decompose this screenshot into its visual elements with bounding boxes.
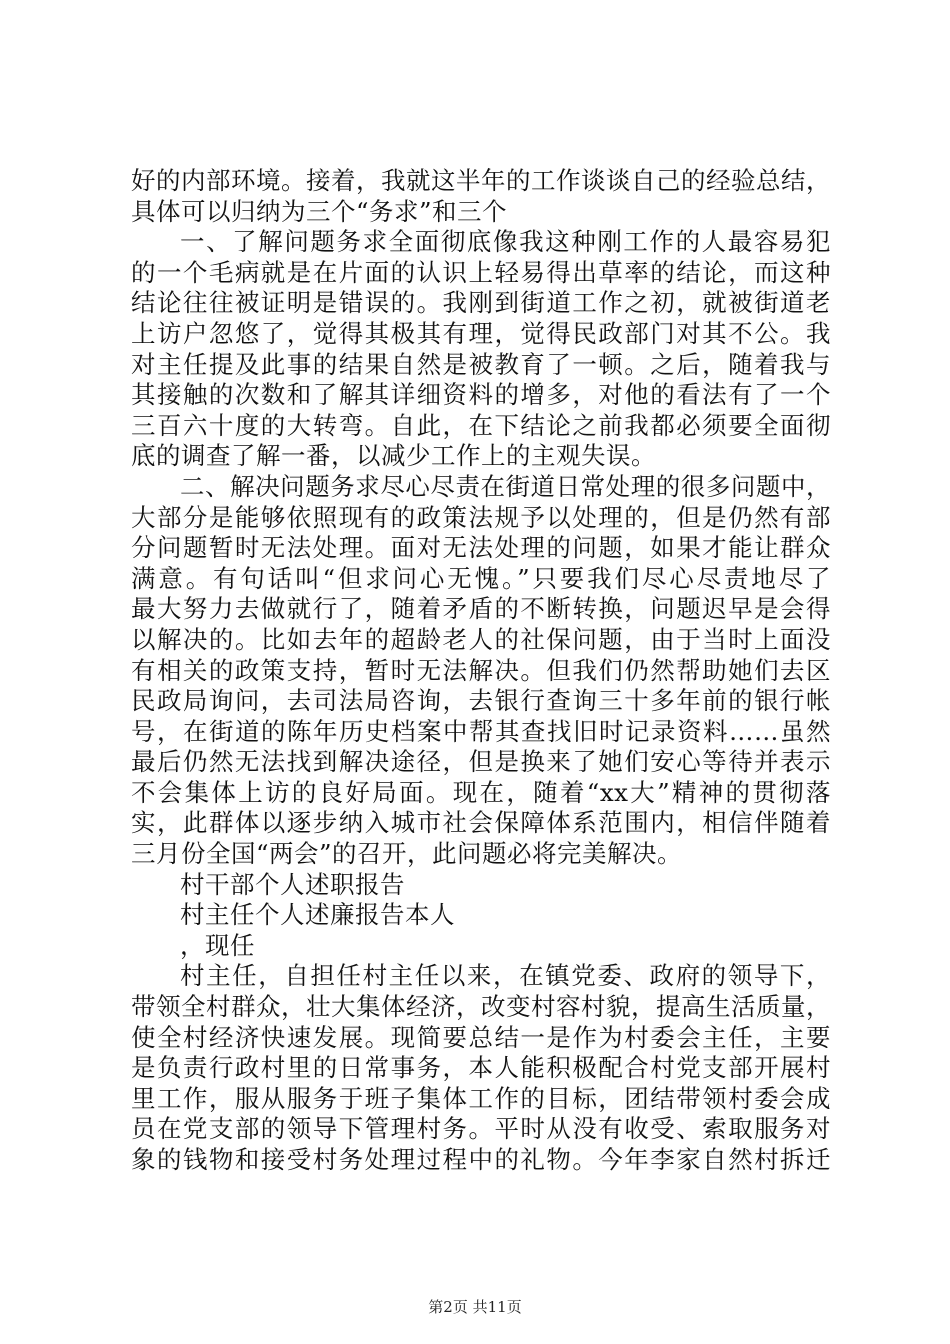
text-line: 员在党支部的领导下管理村务。平时从没有收受、索取服务对: [131, 1114, 831, 1144]
text-line: 以解决的。比如去年的超龄老人的社保问题，由于当时上面没: [131, 624, 831, 654]
text-line: 不会集体上访的良好局面。现在，随着“xx大”精神的贯彻落: [131, 777, 831, 807]
text-line: 底的调查了解一番，以减少工作上的主观失误。: [131, 441, 656, 471]
text-line: 大部分是能够依照现有的政策法规予以处理的，但是仍然有部: [131, 502, 831, 532]
text-line: 的一个毛病就是在片面的认识上轻易得出草率的结论，而这种: [131, 257, 831, 287]
text-line: 对主任提及此事的结果自然是被教育了一顿。之后，随着我与: [131, 349, 831, 379]
text-line: 最大努力去做就行了，随着矛盾的不断转换，问题迟早是会得: [131, 594, 831, 624]
text-line: 带领全村群众，壮大集体经济，改变村容村貌，提高生活质量，: [131, 992, 831, 1022]
text-line: 使全村经济快速发展。现简要总结一是作为村委会主任，主要: [131, 1022, 831, 1052]
text-line: 象的钱物和接受村务处理过程中的礼物。今年李家自然村拆迁: [131, 1145, 831, 1174]
text-line: 号，在街道的陈年历史档案中帮其查找旧时记录资料……虽然: [131, 716, 831, 746]
text-line: 其接触的次数和了解其详细资料的增多，对他的看法有了一个: [131, 380, 831, 410]
text-line: 具体可以归纳为三个“务求”和三个: [131, 196, 508, 226]
text-line: 最后仍然无法找到解决途径，但是换来了她们安心等待并表示: [131, 747, 831, 777]
text-line: 分问题暂时无法处理。面对无法处理的问题，如果才能让群众: [131, 533, 831, 563]
text-lines: [131, 166, 831, 1176]
text-line: 三百六十度的大转弯。自此，在下结论之前我都必须要全面彻: [131, 410, 831, 440]
text-line: 一、了解问题务求全面彻底像我这种刚工作的人最容易犯: [180, 227, 831, 257]
text-line: 上访户忽悠了，觉得其极其有理，觉得民政部门对其不公。我: [131, 318, 831, 348]
text-line: 二、解决问题务求尽心尽责在街道日常处理的很多问题中，: [180, 471, 831, 501]
text-line: 有相关的政策支持，暂时无法解决。但我们仍然帮助她们去区: [131, 655, 831, 685]
text-line: 满意。有句话叫“但求问心无愧。”只要我们尽心尽责地尽了: [131, 563, 831, 593]
page-number-footer: 第2页 共11页: [428, 1298, 522, 1316]
text-line: 实，此群体以逐步纳入城市社会保障体系范围内，相信伴随着: [131, 808, 831, 838]
text-line: ，现任: [180, 930, 255, 960]
text-line: 结论往往被证明是错误的。我刚到街道工作之初，就被街道老: [131, 288, 831, 318]
document-body: [131, 166, 831, 1176]
text-line: 好的内部环境。接着，我就这半年的工作谈谈自己的经验总结，: [131, 166, 831, 195]
text-line: 民政局询问，去司法局咨询，去银行查询三十多年前的银行帐: [131, 686, 831, 716]
text-line: 村主任，自担任村主任以来，在镇党委、政府的领导下，: [180, 961, 831, 991]
text-line: 里工作，服从服务于班子集体工作的目标，团结带领村委会成: [131, 1083, 831, 1113]
text-line: 村干部个人述职报告: [180, 869, 405, 899]
text-line: 三月份全国“两会”的召开，此问题必将完美解决。: [131, 839, 683, 869]
text-line: 村主任个人述廉报告本人: [180, 900, 455, 930]
text-line: 是负责行政村里的日常事务，本人能积极配合村党支部开展村: [131, 1053, 831, 1083]
